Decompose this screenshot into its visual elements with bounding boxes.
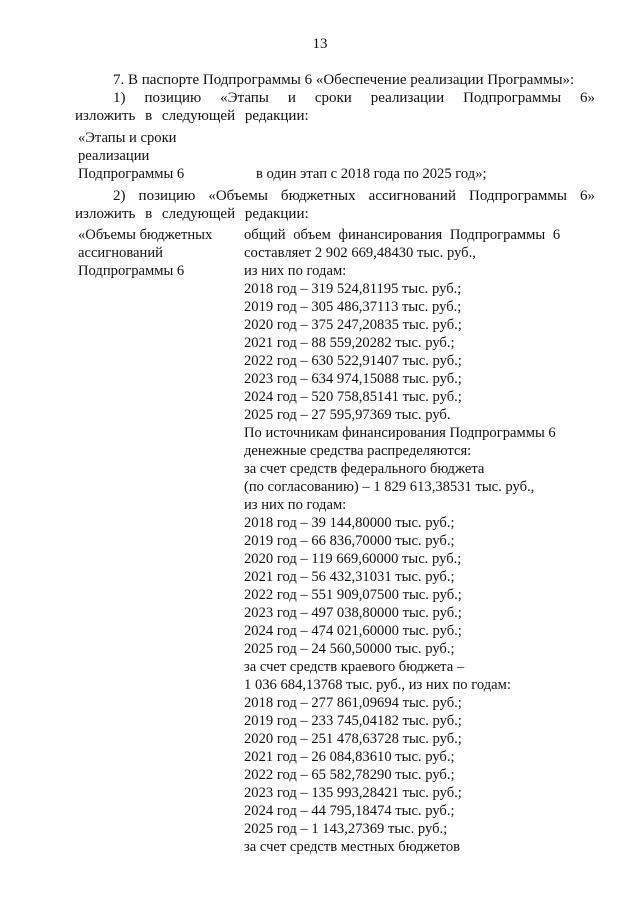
financing-line: 2020 год – 375 247,20835 тыс. руб.; <box>244 317 462 333</box>
financing-line: 2022 год – 630 522,91407 тыс. руб.; <box>244 353 462 369</box>
financing-line: за счет средств федерального бюджета <box>244 461 485 477</box>
stages-label-line: «Этапы и сроки <box>78 130 177 146</box>
financing-line: По источникам финансирования Подпрограммы 6 <box>244 425 556 441</box>
volumes-label-line: Подпрограммы 6 <box>78 263 185 279</box>
volumes-label-line: ассигнований <box>78 245 163 261</box>
financing-line: 1 036 684,13768 тыс. руб., из них по годам: <box>244 677 511 693</box>
page-number: 13 <box>312 36 328 52</box>
financing-line: 2024 год – 474 021,60000 тыс. руб.; <box>244 623 462 639</box>
financing-line: 2018 год – 319 524,81195 тыс. руб.; <box>244 281 462 297</box>
financing-line: за счет средств местных бюджетов <box>244 839 461 855</box>
subitem-2-text: 2) позицию «Объемы бюджетных ассигнований Подпрограммы 6» изложить в следующей редакции: <box>75 188 595 222</box>
financing-line: 2018 год – 39 144,80000 тыс. руб.; <box>244 515 455 531</box>
financing-line: 2021 год – 26 084,83610 тыс. руб.; <box>244 749 455 765</box>
financing-line: денежные средства распределяются: <box>244 443 472 459</box>
stages-label-line: реализации <box>78 148 150 164</box>
financing-line: 2022 год – 65 582,78290 тыс. руб.; <box>244 767 455 783</box>
financing-line: 2018 год – 277 861,09694 тыс. руб.; <box>244 695 462 711</box>
subitem-1-text: 1) позицию «Этапы и сроки реализации Подпрограммы 6» изложить в следующей редакции: <box>75 90 595 124</box>
financing-line: 2023 год – 497 038,80000 тыс. руб.; <box>244 605 462 621</box>
financing-line: составляет 2 902 669,48430 тыс. руб., <box>244 245 476 261</box>
financing-line: из них по годам: <box>244 497 347 513</box>
financing-line: 2019 год – 305 486,37113 тыс. руб.; <box>244 299 462 315</box>
financing-line: 2024 год – 520 758,85141 тыс. руб.; <box>244 389 462 405</box>
financing-line: 2025 год – 1 143,27369 тыс. руб.; <box>244 821 448 837</box>
volumes-value <box>244 226 584 856</box>
financing-line: из них по годам: <box>244 263 347 279</box>
stages-label-line: Подпрограммы 6 <box>78 166 185 182</box>
volumes-label <box>78 226 212 280</box>
financing-line: 2023 год – 135 993,28421 тыс. руб.; <box>244 785 462 801</box>
stages-value: в один этап с 2018 года по 2025 год»; <box>256 166 487 182</box>
volumes-label-line: «Объемы бюджетных <box>78 227 213 243</box>
financing-line: 2020 год – 251 478,63728 тыс. руб.; <box>244 731 462 747</box>
financing-line: 2022 год – 551 909,07500 тыс. руб.; <box>244 587 462 603</box>
financing-line: 2025 год – 27 595,97369 тыс. руб. <box>244 407 451 423</box>
financing-line: за счет средств краевого бюджета – <box>244 659 465 675</box>
financing-line: 2019 год – 66 836,70000 тыс. руб.; <box>244 533 455 549</box>
item-7-heading: 7. В паспорте Подпрограммы 6 «Обеспечение реализации Программы»: <box>113 72 575 88</box>
stages-label <box>78 129 184 183</box>
financing-line: 2021 год – 56 432,31031 тыс. руб.; <box>244 569 455 585</box>
financing-line: 2021 год – 88 559,20282 тыс. руб.; <box>244 335 455 351</box>
financing-line: (по согласованию) – 1 829 613,38531 тыс. руб., <box>244 479 535 495</box>
financing-line: 2024 год – 44 795,18474 тыс. руб.; <box>244 803 455 819</box>
financing-line: 2019 год – 233 745,04182 тыс. руб.; <box>244 713 462 729</box>
financing-line: 2025 год – 24 560,50000 тыс. руб.; <box>244 641 455 657</box>
financing-line: общий объем финансирования Подпрограммы 6 <box>244 227 561 243</box>
financing-line: 2020 год – 119 669,60000 тыс. руб.; <box>244 551 462 567</box>
financing-line: 2023 год – 634 974,15088 тыс. руб.; <box>244 371 462 387</box>
